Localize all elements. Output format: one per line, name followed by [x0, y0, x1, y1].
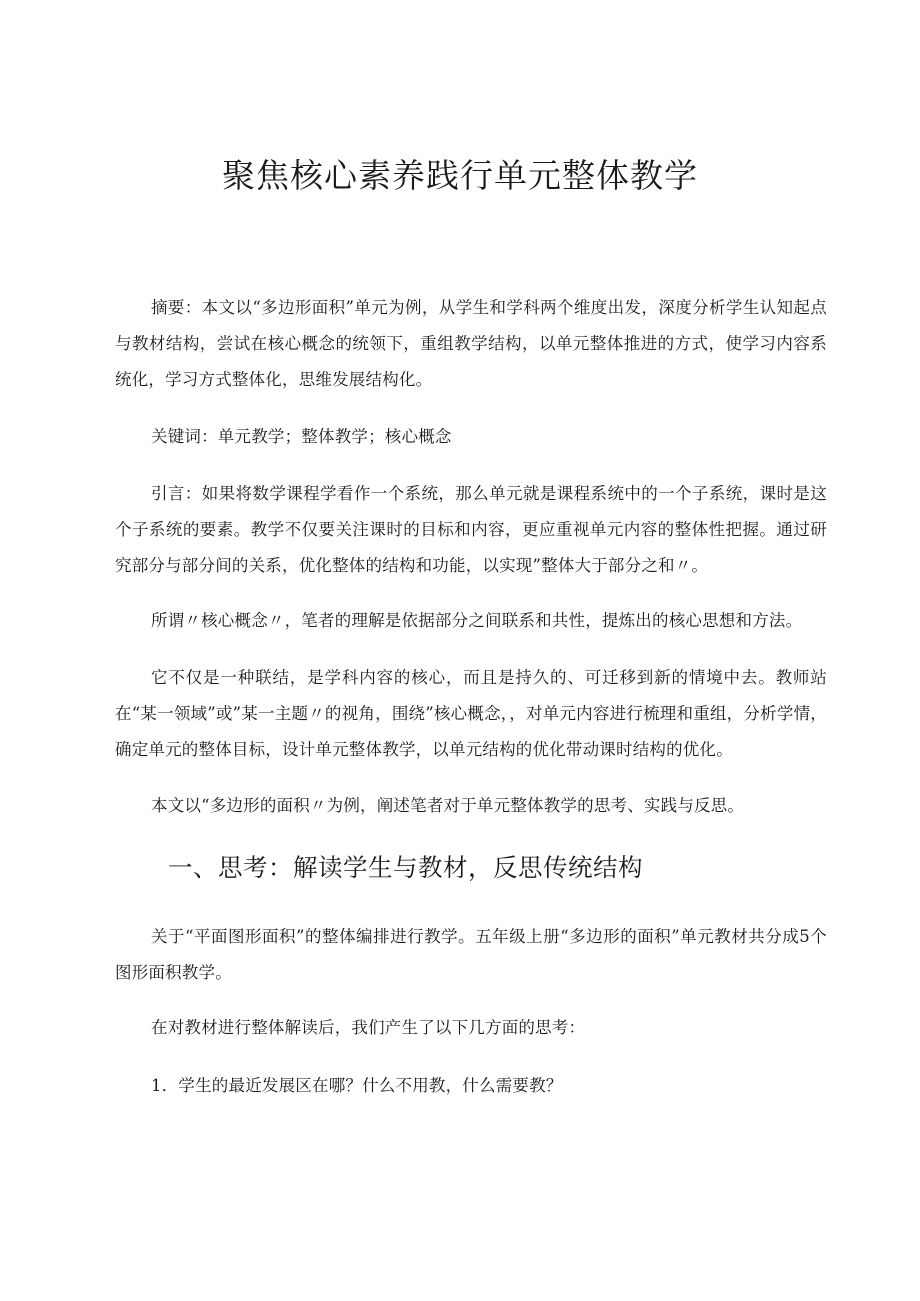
keywords-paragraph: 关键词：单元教学；整体教学；核心概念 — [151, 427, 452, 446]
core-concept-paragraph: 所谓〃核心概念〃，笔者的理解是依据部分之间联系和共性，提炼出的核心思想和方法。 — [151, 611, 803, 630]
introduction-paragraph: 引言：如果将数学课程学看作一个系统，那么单元就是课程系统中的一个子系统，课时是这个子系统的要素。教学不仅要关注课时的目标和内容，更应重视单元内容的整体性把握。通过研究部分与部分间的关系，优化整体的结构和功能，以实现”整体大于部分之和〃。 — [115, 484, 827, 575]
document-title: 聚焦核心素养践行单元整体教学 — [222, 156, 698, 195]
abstract-paragraph: 摘要：本文以“多边形面积”单元为例，从学生和学科两个维度出发，深度分析学生认知起点与教材结构，尝试在核心概念的统领下，重组教学结构，以单元整体推进的方式，使学习内容系统化，学习方式整体化，思维发展结构化。 — [115, 298, 827, 389]
core-concept-detail-paragraph: 它不仅是一种联结，是学科内容的核心，而且是持久的、可迁移到新的情境中去。教师站在“某一领域”或”某一主题〃的视角，围绕”核心概念，，对单元内容进行梳理和重组，分析学情，确定单元的整体目标，设计单元整体教学，以单元结构的优化带动课时结构的优化。 — [115, 668, 827, 759]
section-heading: 一、思考：解读学生与教材，反思传统结构 — [168, 853, 643, 882]
purpose-paragraph: 本文以“多边形的面积〃为例，阐述笔者对于单元整体教学的思考、实践与反思。 — [151, 796, 745, 815]
section-paragraph-2: 在对教材进行整体解读后，我们产生了以下几方面的思考： — [151, 1018, 586, 1037]
section-paragraph-1: 关于“平面图形面积”的整体编排进行教学。五年级上册“多边形的面积”单元教材共分成5个图形面积教学。 — [115, 927, 827, 982]
list-item: 1．学生的最近发展区在哪？什么不用教，什么需要教？ — [151, 1076, 563, 1095]
